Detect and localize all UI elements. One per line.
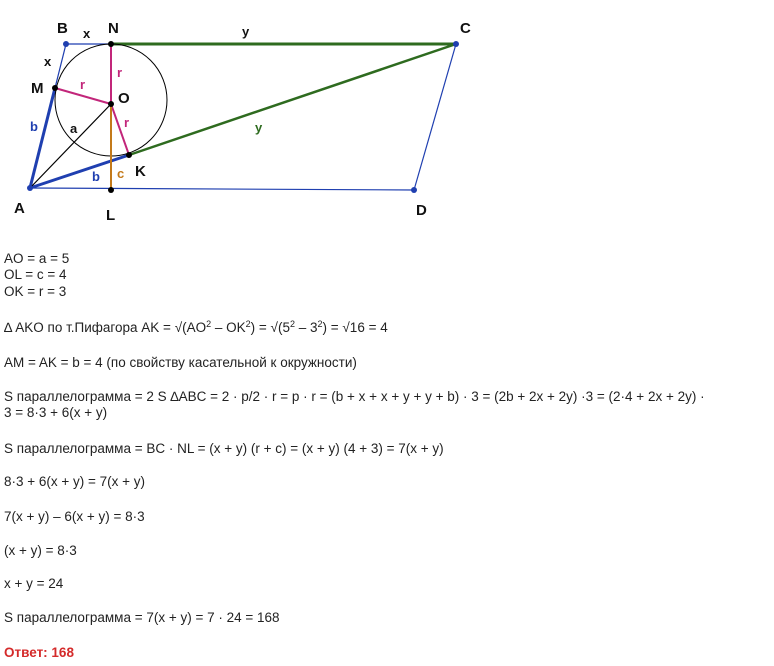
- label-r-om: r: [80, 77, 86, 92]
- label-l: L: [106, 207, 116, 224]
- segment-ak: [30, 155, 129, 188]
- solution-line-area-1: S параллелограмма = 2 S ∆ABC = 2 · p/2 · r = p · r = (b + x + x + y + y + b) · 3 = (2b + 2x + 2y) ·3 = (2·4 + 2x + 2y) ·: [4, 389, 705, 404]
- label-x-left: x: [44, 54, 52, 69]
- solution-line-eq-1: 8·3 + 6(x + y) = 7(x + y): [4, 474, 146, 489]
- label-c: c: [117, 166, 125, 181]
- side-cd: [414, 44, 456, 190]
- point-n: [108, 41, 114, 47]
- point-l: [108, 187, 114, 193]
- label-b: B: [57, 20, 68, 37]
- solution-line-tangent: AM = AK = b = 4 (по свойству касательной к окружности): [4, 355, 357, 370]
- answer-text: Ответ: 168: [4, 645, 74, 660]
- point-k: [126, 152, 132, 158]
- label-k: K: [135, 163, 146, 180]
- solution-line-area-final: S параллелограмма = 7(x + y) = 7 · 24 = 168: [4, 610, 280, 625]
- label-x-top: x: [83, 26, 91, 41]
- label-a: a: [70, 121, 78, 136]
- label-n: N: [108, 20, 119, 37]
- label-o: O: [118, 90, 130, 107]
- point-d: [411, 187, 417, 193]
- label-a: A: [14, 200, 25, 217]
- point-m: [52, 85, 58, 91]
- solution-line-pythagoras: ∆ AKO по т.Пифагора AK = $√(AO^2 - OK^2) = √(5^2 - 3^2) = √16 = 4$: [4, 319, 388, 335]
- label-b-left: b: [30, 119, 38, 134]
- label-b-bottom: b: [92, 169, 100, 184]
- point-b: [63, 41, 69, 47]
- solution-line-area-2: S параллелограмма = BC · NL = (x + y) (r + c) = (x + y) (4 + 3) = 7(x + y): [4, 441, 444, 456]
- label-m: M: [31, 80, 44, 97]
- side-ad: [30, 188, 414, 190]
- solution-line-ol: OL = c = 4: [4, 267, 67, 282]
- label-r-ok: r: [124, 115, 130, 130]
- point-c: [453, 41, 459, 47]
- label-y-diag: y: [255, 120, 263, 135]
- label-d: D: [416, 202, 427, 219]
- solution-line-eq-2: 7(x + y) – 6(x + y) = 8·3: [4, 509, 145, 524]
- solution-line-ok: OK = r = 3: [4, 284, 67, 299]
- solution-line-eq-4: x + y = 24: [4, 576, 64, 591]
- segment-am: [30, 88, 55, 188]
- label-r-on: r: [117, 65, 123, 80]
- point-o: [108, 101, 114, 107]
- segment-kc: [129, 44, 456, 155]
- solution-line-area-1-cont: 3 = 8·3 + 6(x + y): [4, 405, 108, 420]
- label-c: C: [460, 20, 471, 37]
- point-a: [27, 185, 33, 191]
- geometry-figure: [0, 0, 774, 240]
- label-y-top: y: [242, 24, 250, 39]
- solution-line-ao: AO = a = 5: [4, 251, 70, 266]
- solution-line-eq-3: (x + y) = 8·3: [4, 543, 77, 558]
